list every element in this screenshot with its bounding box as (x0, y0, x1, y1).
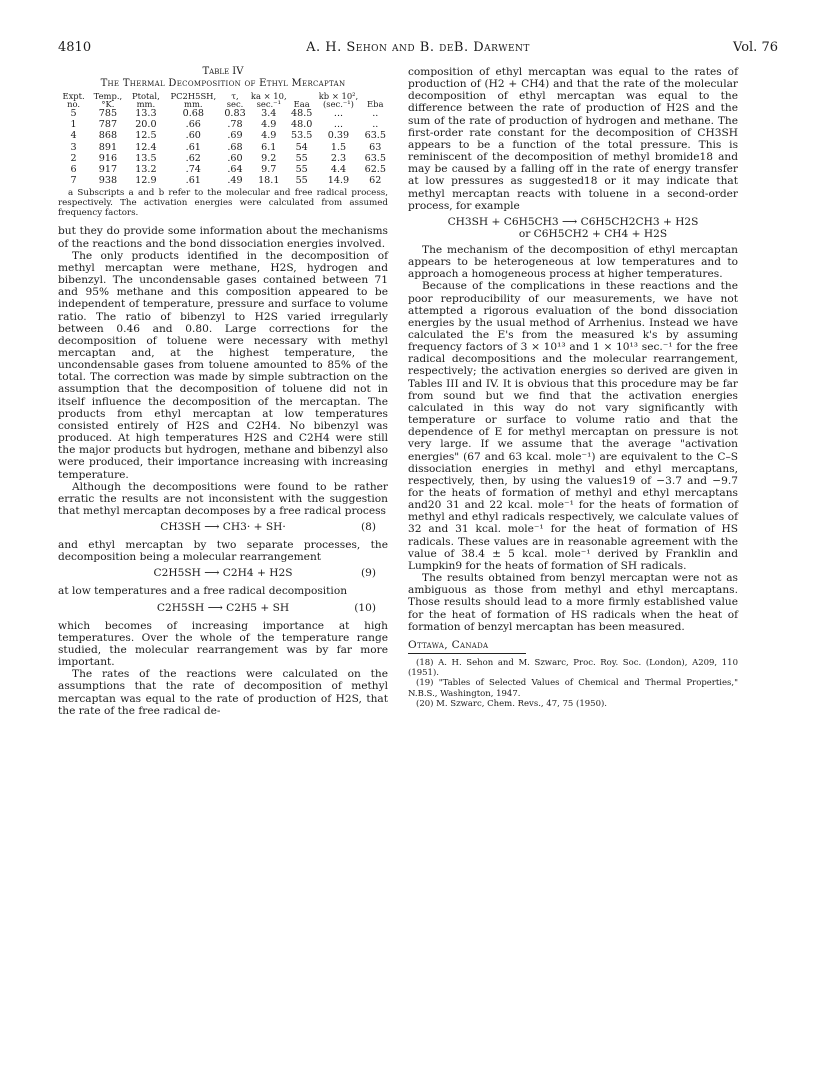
table-row (58, 119, 388, 130)
table-cell: 20.0 (135, 119, 157, 131)
table-row (58, 142, 388, 153)
table-cell: 2 (70, 152, 77, 164)
left-column (58, 66, 388, 717)
equation-number: (8) (360, 521, 376, 534)
table-cell: 48.5 (291, 108, 313, 119)
paragraph: Because of the complications in these reactions and the poor reproducibility of our measurements, we have not attempted a rigorous evaluation of the bond dissociation energies by the usual method of Arrhenius. Instead we have calculated the E's from the measured k's by assuming frequency factors of 3 × 10¹³ and 1 × 10¹³ sec.⁻¹ for the free radical decompositions and the molecular rearrangement, respectively; the activation energies so derived are given in Tables III and IV. It is obvious that this procedure may be far from sound but we find that the activation energies calculated in this way do not vary significantly with temperature or surface to volume ratio and that the dependence of E for methyl mercaptan on pressure is not very large. If we assume that the average "activation energies" (67 and 63 kcal. mole⁻¹) are equivalent to the C–S dissociation energies in methyl and ethyl mercaptans, respectively, then, by using the values19 of −3.7 and −9.7 for the heats of formation of methyl and ethyl mercaptans and20 31 and 22 kcal. mole⁻¹ for the heats of formation of methyl and ethyl radicals respectively, we calculate values of 32 and 31 kcal. mole⁻¹ for the heat of formation of HS radicals. These values are in reasonable agreement with the value of 38.4 ± 5 kcal. mole⁻¹ derived by Franklin and Lumpkin9 for the heats of formation of SH radicals. (408, 280, 738, 572)
table-row (58, 164, 388, 175)
equation-number: (10) (354, 601, 376, 614)
table-column-header: ka × 10, sec.⁻¹ (250, 91, 287, 109)
equation-text: CH3SH ⟶ CH3· + SH· (160, 521, 286, 534)
table-cell: .74 (185, 164, 201, 176)
table-cell: 5 (70, 108, 77, 119)
table-column-header: τ, sec. (226, 91, 244, 109)
paragraph: but they do provide some information about the mechanisms of the reactions and the bond dissociation energies involved. (58, 225, 388, 250)
volume-label: Vol. 76 (733, 40, 778, 55)
table-cell: 53.5 (291, 130, 313, 142)
table-cell: 868 (98, 130, 118, 142)
equation-8 (58, 521, 388, 535)
table-cell: 785 (98, 108, 118, 119)
table-cell: 916 (98, 152, 118, 164)
table-body (58, 108, 388, 186)
paragraph: The only products identified in the decomposition of methyl mercaptan were methane, H2S, hydrogen and bibenzyl. The uncondensable gases contained between 71 and 95% methane and this composition appeared to be independent of temperature, pressure and surface to volume ratio. The ratio of bibenzyl to H2S varied irregularly between 0.46 and 0.80. Large corrections for the decomposition of toluene were necessary with methyl mercaptan and, at the highest temperature, the uncondensable gases from toluene amounted to 85% of the total. The correction was made by simple subtraction on the assumption that the decomposition of toluene did not in itself influence the decomposition of the mercaptan. The products from ethyl mercaptan at low temperatures consisted entirely of H2S and C2H4. No bibenzyl was produced. At high temperatures H2S and C2H4 were still the major products but hydrogen, methane and bibenzyl also were produced, their importance increasing with increasing temperature. (58, 249, 388, 481)
table-cell: 55 (295, 175, 308, 187)
table-cell: .. (372, 119, 379, 131)
table-row (58, 108, 388, 119)
table-cell: 0.68 (182, 108, 204, 119)
table-cell: 1.5 (330, 141, 347, 153)
table-caption: The Thermal Decomposition of Ethyl Mercaptan (100, 78, 346, 89)
table-cell: ... (333, 108, 344, 119)
table-cell: 63.5 (364, 130, 386, 142)
paragraph: The rates of the reactions were calculated on the assumptions that the rate of decomposition of methyl mercaptan was equal to the rate of production of H2S, that the rate of the free radical de- (58, 668, 388, 717)
table-column-header: Eaa (293, 99, 310, 109)
table-cell: 13.3 (135, 108, 157, 119)
table-cell: 13.2 (135, 164, 157, 176)
paragraph: which becomes of increasing importance at high temperatures. Over the whole of the temperature range studied, the molecular rearrangement was by far more important. (58, 619, 388, 669)
table-cell: 54 (295, 141, 308, 153)
table-cell: 55 (295, 152, 308, 164)
table-cell: .. (372, 108, 379, 119)
table-cell: 9.2 (261, 152, 277, 164)
table-cell: 14.9 (327, 175, 350, 187)
table-cell: .60 (185, 130, 201, 142)
table-cell: .64 (227, 164, 243, 176)
table-row (58, 175, 388, 186)
table-cell: 12.4 (135, 141, 157, 153)
table-cell: 4.9 (261, 130, 277, 142)
affiliation-place: Ottawa, Canada (408, 638, 489, 651)
right-column (408, 66, 738, 709)
equation-10 (58, 602, 388, 616)
reference-item: (19) "Tables of Selected Values of Chemical and Thermal Properties," N.B.S., Washington, 1947. (408, 678, 738, 699)
table-title: Table IV (202, 66, 244, 77)
table-cell: 891 (98, 141, 118, 153)
table-cell: 4.4 (330, 164, 347, 176)
equation-text: C2H5SH ⟶ C2H5 + SH (156, 601, 290, 614)
table-cell: 13.5 (135, 152, 157, 164)
paragraph: Although the decompositions were found to be rather erratic the results are not inconsistent with the suggestion that methyl mercaptan decomposes by a free radical process (58, 480, 388, 518)
table-cell: 9.7 (261, 164, 277, 176)
table-cell: 3.4 (261, 108, 277, 119)
paragraph: and ethyl mercaptan by two separate processes, the decomposition being a molecular rearrangement (58, 539, 388, 564)
table-cell: .78 (227, 119, 243, 131)
table-cell: 917 (98, 164, 118, 176)
table-cell: 63 (369, 141, 382, 153)
table-cell: ... (333, 119, 344, 131)
table-cell: .68 (227, 141, 243, 153)
table-cell: .66 (185, 119, 201, 131)
table-cell: .69 (227, 130, 243, 142)
table-cell: 48.0 (291, 119, 313, 131)
table-cell: .61 (185, 141, 201, 153)
table-cell: 62.5 (364, 164, 386, 176)
running-authors: A. H. Sehon and B. deB. Darwent (306, 40, 530, 55)
table-cell: 4 (70, 130, 77, 142)
paragraph: composition of ethyl mercaptan was equal to the rates of production of (H2 + CH4) and that the rate of the molecular decomposition of ethyl mercaptan was equal to the difference between the rate of production of H2S and the sum of the rate of production of hydrogen and methane. The first-order rate constant for the decomposition of CH3SH appears to be a function of the total pressure. This is reminiscent of the decomposition of methyl bromide18 and may be caused by a falling off in the rate of energy transfer at low pressures as suggested18 or it may indicate that methyl mercaptan reacts with toluene in a second-order process, for example (408, 66, 738, 212)
equation-9 (58, 567, 388, 581)
equation-number: (9) (360, 567, 376, 580)
table-row (58, 130, 388, 141)
table-column-header: kb × 10², (sec.⁻¹) (318, 91, 359, 109)
table-cell: .49 (227, 175, 243, 187)
table-cell: 0.39 (327, 130, 350, 142)
table-cell: 55 (295, 164, 308, 176)
table-row (58, 153, 388, 164)
paragraph: The mechanism of the decomposition of ethyl mercaptan appears to be heterogeneous at low temperatures and to approach a homogeneous process at higher temperatures. (408, 243, 738, 281)
table-cell: 6.1 (261, 141, 277, 153)
table-cell: .60 (227, 152, 243, 164)
table-cell: 3 (70, 141, 77, 153)
table-column-header: Expt. no. (62, 91, 85, 109)
table-cell: 63.5 (364, 152, 386, 164)
reference-item: (20) M. Szwarc, Chem. Revs., 47, 75 (1950). (416, 698, 608, 709)
table-cell: 787 (98, 119, 118, 131)
data-table (58, 92, 388, 186)
table-cell: 62 (369, 175, 382, 187)
table-cell: 12.9 (135, 175, 157, 187)
table-cell: .61 (185, 175, 201, 187)
equation-a: CH3SH + C6H5CH3 ⟶ C6H5CH2CH3 + H2S (447, 215, 699, 228)
table-column-header: Temp., °K. (93, 91, 123, 109)
page-header (58, 40, 778, 56)
table-cell: .62 (185, 152, 201, 164)
references (408, 658, 738, 709)
paragraph: The results obtained from benzyl mercaptan were not as ambiguous as those from methyl and ethyl mercaptans. Those results should lead to a more firmly established value for the heat of formation of HS radicals when the heat of formation of benzyl mercaptan has been measured. (408, 572, 738, 633)
table-cell: 2.3 (330, 152, 347, 164)
table-cell: 1 (70, 119, 77, 131)
footnote-rule (408, 653, 526, 654)
equation-text: C2H5SH ⟶ C2H4 + H2S (153, 567, 293, 580)
table-cell: 938 (98, 175, 118, 187)
table-column-header: Ptotal, mm. (132, 91, 160, 109)
page-number: 4810 (58, 40, 92, 55)
table-cell: 18.1 (258, 175, 280, 187)
table-cell: 4.9 (261, 119, 277, 131)
table-header-row (58, 92, 388, 108)
table-cell: 0.83 (224, 108, 246, 119)
paragraph: at low temperatures and a free radical decomposition (58, 585, 348, 598)
reference-item: (18) A. H. Sehon and M. Szwarc, Proc. Roy. Soc. (London), A209, 110 (1951). (408, 658, 738, 679)
table-cell: 12.5 (135, 130, 157, 142)
table-column-header: PC2H5SH, mm. (170, 91, 217, 109)
table-cell: 6 (70, 164, 77, 176)
equation-b: or C6H5CH2 + CH4 + H2S (518, 227, 668, 240)
table-column-header: Eba (367, 99, 384, 109)
table-cell: 7 (70, 175, 77, 187)
table-footnote: a Subscripts a and b refer to the molecular and free radical process, respectively. The activation energies were calculated from assumed frequency factors. (58, 188, 388, 219)
